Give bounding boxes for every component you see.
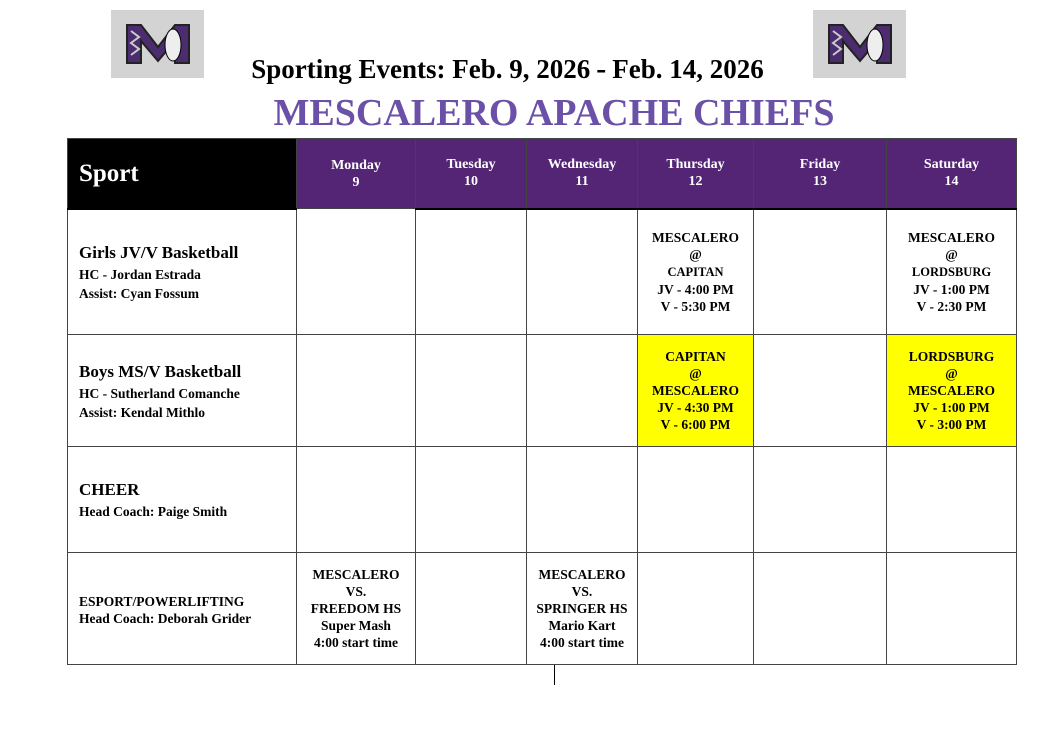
day-header: Saturday 14 [887,139,1017,209]
event-cell-home: LORDSBURG @ MESCALERO JV - 1:00 PM V - 3:00 PM [887,335,1017,447]
event-cell-home: CAPITAN @ MESCALERO JV - 4:30 PM V - 6:00 PM [638,335,754,447]
empty-cell [416,335,527,447]
empty-cell [416,209,527,335]
table-row [68,209,1017,335]
team-name: MESCALERO APACHE CHIEFS [273,92,835,134]
day-header: Tuesday 10 [416,139,527,209]
empty-cell [887,553,1017,665]
empty-cell [638,553,754,665]
sport-cell: ESPORT/POWERLIFTING Head Coach: Deborah Grider [68,553,297,665]
empty-cell [297,447,416,553]
empty-cell [887,447,1017,553]
sport-cell: CHEER Head Coach: Paige Smith [68,447,297,553]
header-row [68,139,1017,209]
event-cell: MESCALERO VS. FREEDOM HS Super Mash 4:00 start time [297,553,416,665]
empty-cell [297,209,416,335]
day-header: Monday 9 [297,139,416,209]
table-row [68,447,1017,553]
empty-cell [527,447,638,553]
sport-cell: Boys MS/V Basketball HC - Sutherland Comanche Assist: Kendal Mithlo [68,335,297,447]
table-row [68,553,1017,665]
title-start-date: Sporting Events: Feb. 9, 2026 [251,54,591,84]
day-header: Thursday 12 [638,139,754,209]
text-cursor [554,665,555,685]
table-row [68,335,1017,447]
sport-cell: Girls JV/V Basketball HC - Jordan Estrada Assist: Cyan Fossum [68,209,297,335]
empty-cell [754,447,887,553]
empty-cell [527,335,638,447]
sport-header: Sport [68,139,297,209]
empty-cell [754,209,887,335]
day-header: Friday 13 [754,139,887,209]
event-cell: MESCALERO @ CAPITAN JV - 4:00 PM V - 5:30 PM [638,209,754,335]
empty-cell [527,209,638,335]
empty-cell [416,553,527,665]
schedule-table [67,138,1017,665]
empty-cell [416,447,527,553]
empty-cell [754,553,887,665]
title-dash: - [596,52,607,85]
page-title [0,52,1015,86]
empty-cell [638,447,754,553]
event-cell: MESCALERO VS. SPRINGER HS Mario Kart 4:00 start time [527,553,638,665]
day-header: Wednesday 11 [527,139,638,209]
title-end-date: Feb. 14, 2026 [612,54,764,84]
empty-cell [754,335,887,447]
empty-cell [297,335,416,447]
event-cell: MESCALERO @ LORDSBURG JV - 1:00 PM V - 2:30 PM [887,209,1017,335]
